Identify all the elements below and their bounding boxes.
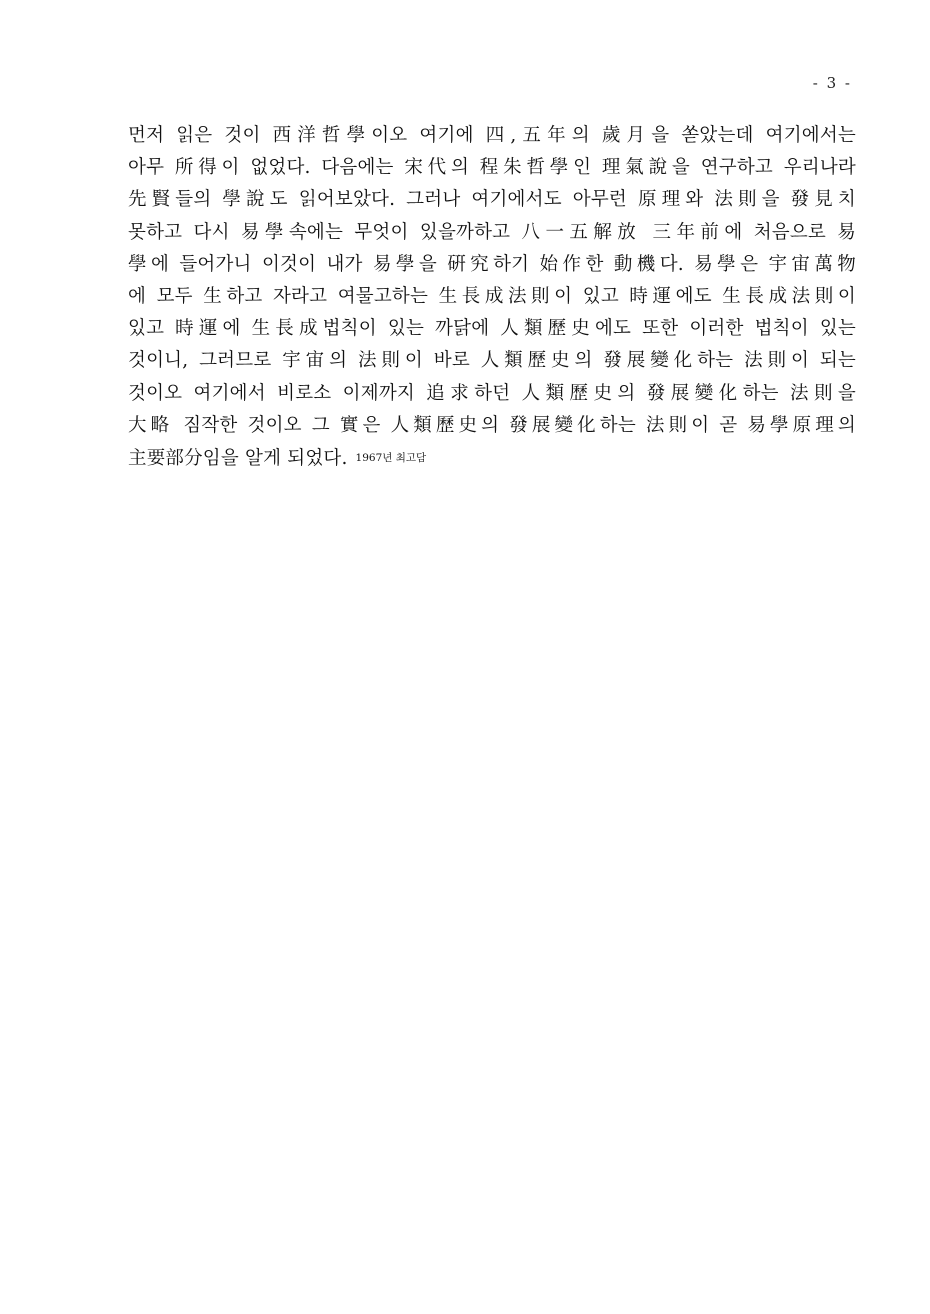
- date-note: 1967년 최고담: [355, 451, 427, 464]
- text-line-10: 大略 짐작한 것이오 그 實은 人類歷史의 發展變化하는 法則이 곧 易學原理의: [128, 414, 856, 436]
- text-line-3: 先賢들의 學說도 읽어보았다. 그러나 여기에서도 아무런 原理와 法則을 發見치: [128, 189, 856, 211]
- text-line-9: 것이오 여기에서 비로소 이제까지 追求하던 人類歷史의 發展變化하는 法則을: [128, 382, 856, 404]
- text-line-2: 아무 所得이 없었다. 다음에는 宋代의 程朱哲學인 理氣說을 연구하고 우리나라: [128, 157, 856, 179]
- text-line-6: 에 모두 生하고 자라고 여물고하는 生長成法則이 있고 時運에도 生長成法則이: [128, 285, 856, 307]
- text-line-1: 먼저 읽은 것이 西洋哲學이오 여기에 四,五年의 歲月을 쏟았는데 여기에서는: [128, 125, 856, 146]
- body-paragraph: [128, 120, 856, 474]
- text-line-11: [128, 442, 856, 474]
- text-line-5: 學에 들어가니 이것이 내가 易學을 硏究하기 始作한 動機다. 易學은 宇宙萬物: [128, 253, 856, 275]
- text-line-4: 못하고 다시 易學속에는 무엇이 있을까하고 八一五解放 三年前에 처음으로 易: [128, 221, 856, 243]
- text-line-7: 있고 時運에 生長成법칙이 있는 까닭에 人類歷史에도 또한 이러한 법칙이 있는: [128, 318, 856, 340]
- page-number: - 3 -: [812, 74, 852, 92]
- text-line-11-content: 主要部分임을 알게 되었다.: [128, 447, 348, 469]
- text-line-8: 것이니, 그러므로 宇宙의 法則이 바로 人類歷史의 發展變化하는 法則이 되는: [128, 350, 856, 372]
